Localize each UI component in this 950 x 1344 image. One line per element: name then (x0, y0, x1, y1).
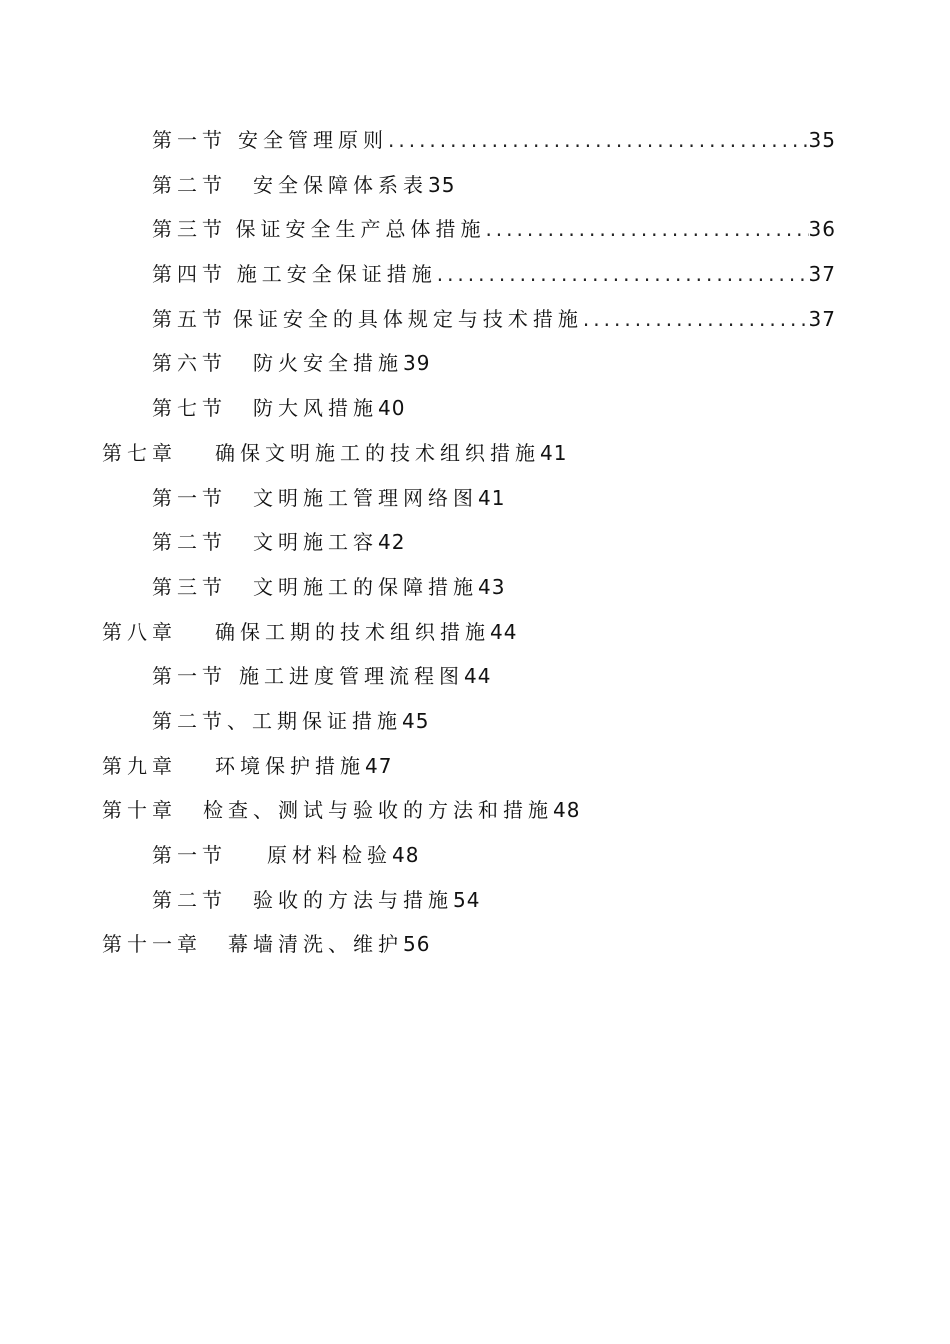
toc-entry[interactable] (152, 654, 950, 699)
toc-entry[interactable] (152, 386, 950, 431)
entry-page: 45 (402, 708, 430, 733)
entry-title: 安全保障体系表 (253, 172, 428, 197)
entry-label: 第一节 (152, 128, 227, 152)
chapter-title: 检查、测试与验收的方法和措施 (203, 798, 553, 823)
entry-label: 第一节 (152, 843, 227, 867)
toc-entry[interactable] (152, 297, 836, 342)
dot-leader (388, 118, 809, 163)
toc-entry[interactable] (152, 476, 950, 521)
toc-chapter[interactable] (102, 610, 950, 655)
entry-title: 原材料检验 (267, 843, 392, 867)
entry-page: 35 (808, 128, 836, 152)
entry-page: 44 (490, 619, 518, 644)
entry-page: 48 (392, 843, 420, 867)
toc-entry[interactable] (152, 252, 836, 297)
dot-leader (437, 252, 809, 297)
entry-page: 47 (365, 753, 393, 778)
toc-chapter[interactable] (102, 922, 950, 967)
chapter-title: 确保文明施工的技术组织措施 (215, 440, 540, 465)
entry-label: 第二节 (152, 172, 227, 197)
chapter-label: 第七章 (102, 440, 177, 465)
entry-page: 39 (403, 351, 431, 376)
toc-entry[interactable] (152, 699, 950, 744)
toc-entry[interactable] (152, 163, 950, 208)
entry-title: 安全管理原则 (238, 128, 388, 152)
entry-page: 41 (540, 440, 568, 465)
entry-title: 施工安全保证措施 (236, 262, 437, 287)
entry-page: 36 (808, 217, 836, 242)
entry-page: 42 (378, 530, 406, 555)
entry-label: 第二节 (152, 530, 227, 555)
entry-page: 44 (464, 664, 492, 689)
entry-label: 第七节 (152, 396, 227, 421)
chapter-title: 确保工期的技术组织措施 (215, 619, 490, 644)
entry-page: 41 (478, 485, 506, 510)
entry-title: 文明施工管理网络图 (253, 485, 478, 510)
toc-entry[interactable] (152, 520, 950, 565)
toc-entry[interactable] (152, 565, 950, 610)
entry-page: 56 (403, 932, 431, 957)
entry-title: 防大风措施 (253, 396, 378, 421)
entry-page: 54 (453, 887, 481, 912)
entry-label: 第三节 (152, 574, 227, 599)
toc-entry[interactable] (152, 341, 950, 386)
entry-title: 文明施工容 (253, 530, 378, 555)
entry-title: 施工进度管理流程图 (239, 664, 464, 689)
entry-label: 第四节 (152, 262, 227, 287)
toc-chapter[interactable] (102, 788, 950, 833)
dot-leader (485, 207, 808, 252)
dot-leader (583, 297, 809, 342)
entry-title: 防火安全措施 (253, 351, 403, 376)
entry-label: 第五节 (152, 306, 227, 331)
toc-chapter[interactable] (102, 744, 950, 789)
toc-entry[interactable] (152, 207, 836, 252)
chapter-label: 第八章 (102, 619, 177, 644)
table-of-contents (0, 118, 950, 967)
entry-page: 40 (378, 396, 406, 421)
entry-title: 保证安全生产总体措施 (235, 217, 486, 242)
entry-title: 文明施工的保障措施 (253, 574, 478, 599)
toc-chapter[interactable] (102, 431, 950, 476)
chapter-title: 幕墙清洗、维护 (228, 932, 403, 957)
chapter-label: 第十章 (102, 798, 177, 823)
entry-page: 37 (808, 306, 836, 331)
entry-label: 第二节、 (152, 708, 252, 733)
chapter-title: 环境保护措施 (215, 753, 365, 778)
entry-page: 35 (428, 172, 456, 197)
chapter-label: 第十一章 (102, 932, 202, 957)
entry-label: 第二节 (152, 887, 227, 912)
entry-label: 第六节 (152, 351, 227, 376)
entry-title: 保证安全的具体规定与技术措施 (232, 306, 583, 331)
chapter-label: 第九章 (102, 753, 177, 778)
entry-label: 第一节 (152, 485, 227, 510)
entry-title: 工期保证措施 (252, 708, 402, 733)
toc-entry[interactable] (152, 833, 950, 878)
entry-label: 第一节 (152, 664, 227, 689)
entry-label: 第三节 (152, 217, 227, 242)
entry-page: 37 (808, 262, 836, 287)
entry-page: 43 (478, 574, 506, 599)
entry-page: 48 (553, 798, 581, 823)
toc-entry[interactable] (152, 118, 836, 163)
entry-title: 验收的方法与措施 (253, 887, 453, 912)
toc-entry[interactable] (152, 878, 950, 923)
